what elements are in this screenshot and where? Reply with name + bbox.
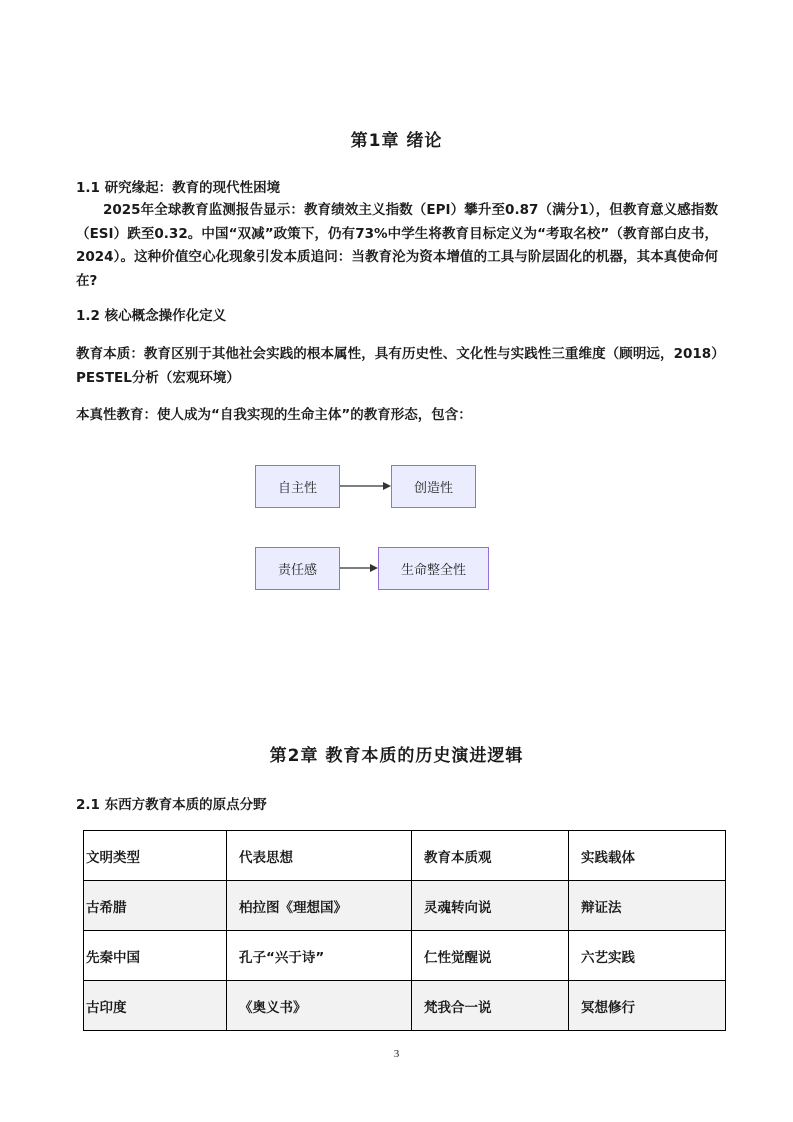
section-2-1-heading: 2.1 东西方教育本质的原点分野 xyxy=(76,797,267,813)
table-cell: 灵魂转向说 xyxy=(412,881,569,931)
chapter-2-title: 第2章 教育本质的历史演进逻辑 xyxy=(269,746,524,766)
table-row xyxy=(84,931,726,981)
table-header-cell: 文明类型 xyxy=(84,831,227,881)
diagram-arrowhead-1 xyxy=(383,482,391,490)
table-cell: 仁性觉醒说 xyxy=(412,931,569,981)
table-cell: 辩证法 xyxy=(569,881,726,931)
civilization-table xyxy=(83,830,726,1031)
diagram-node-creativity: 创造性 xyxy=(391,465,476,508)
diagram-node-autonomy: 自主性 xyxy=(255,465,340,508)
table-cell: 先秦中国 xyxy=(84,931,227,981)
table-cell: 六艺实践 xyxy=(569,931,726,981)
table-header-cell: 教育本质观 xyxy=(412,831,569,881)
table-header-row xyxy=(84,831,726,881)
table-cell: 柏拉图《理想国》 xyxy=(227,881,412,931)
table-header-cell: 代表思想 xyxy=(227,831,412,881)
diagram-node-life-wholeness: 生命整全性 xyxy=(378,547,489,590)
table-cell: 冥想修行 xyxy=(569,981,726,1031)
page-number: 3 xyxy=(393,1048,400,1060)
diagram-arrowhead-2 xyxy=(370,564,378,572)
section-1-2-heading: 1.2 核心概念操作化定义 xyxy=(76,308,227,324)
table-row xyxy=(84,881,726,931)
table-header-cell: 实践载体 xyxy=(569,831,726,881)
table-cell: 《奥义书》 xyxy=(227,981,412,1031)
table-cell: 梵我合一说 xyxy=(412,981,569,1031)
chapter-1-title: 第1章 绪论 xyxy=(350,131,443,151)
table-cell: 古印度 xyxy=(84,981,227,1031)
table-cell: 古希腊 xyxy=(84,881,227,931)
section-1-1-heading: 1.1 研究缘起：教育的现代性困境 xyxy=(76,180,281,196)
section-1-1-paragraph: 2025年全球教育监测报告显示：教育绩效主义指数（EPI）攀升至0.87（满分1），但教育意义感指数（ESI）跌至0.32。中国“双减”政策下，仍有73%中学生将教育目标定义为“考取名校”（教育部白皮书，2024）。这种价值空心化现象引发本质追问：当教育沦为资本增值的工具与阶层固化的机器，其本真使命何在? xyxy=(76,202,718,289)
table-row xyxy=(84,981,726,1031)
table-cell: 孔子“兴于诗” xyxy=(227,931,412,981)
diagram-node-responsibility: 责任感 xyxy=(255,547,340,590)
definition-education-essence: 教育本质：教育区别于其他社会实践的根本属性，具有历史性、文化性与实践性三重维度（顾明远，2018）PESTEL分析（宏观环境） xyxy=(76,346,718,386)
definition-authentic-education: 本真性教育：使人成为“自我实现的生命主体”的教育形态，包含： xyxy=(76,407,472,423)
